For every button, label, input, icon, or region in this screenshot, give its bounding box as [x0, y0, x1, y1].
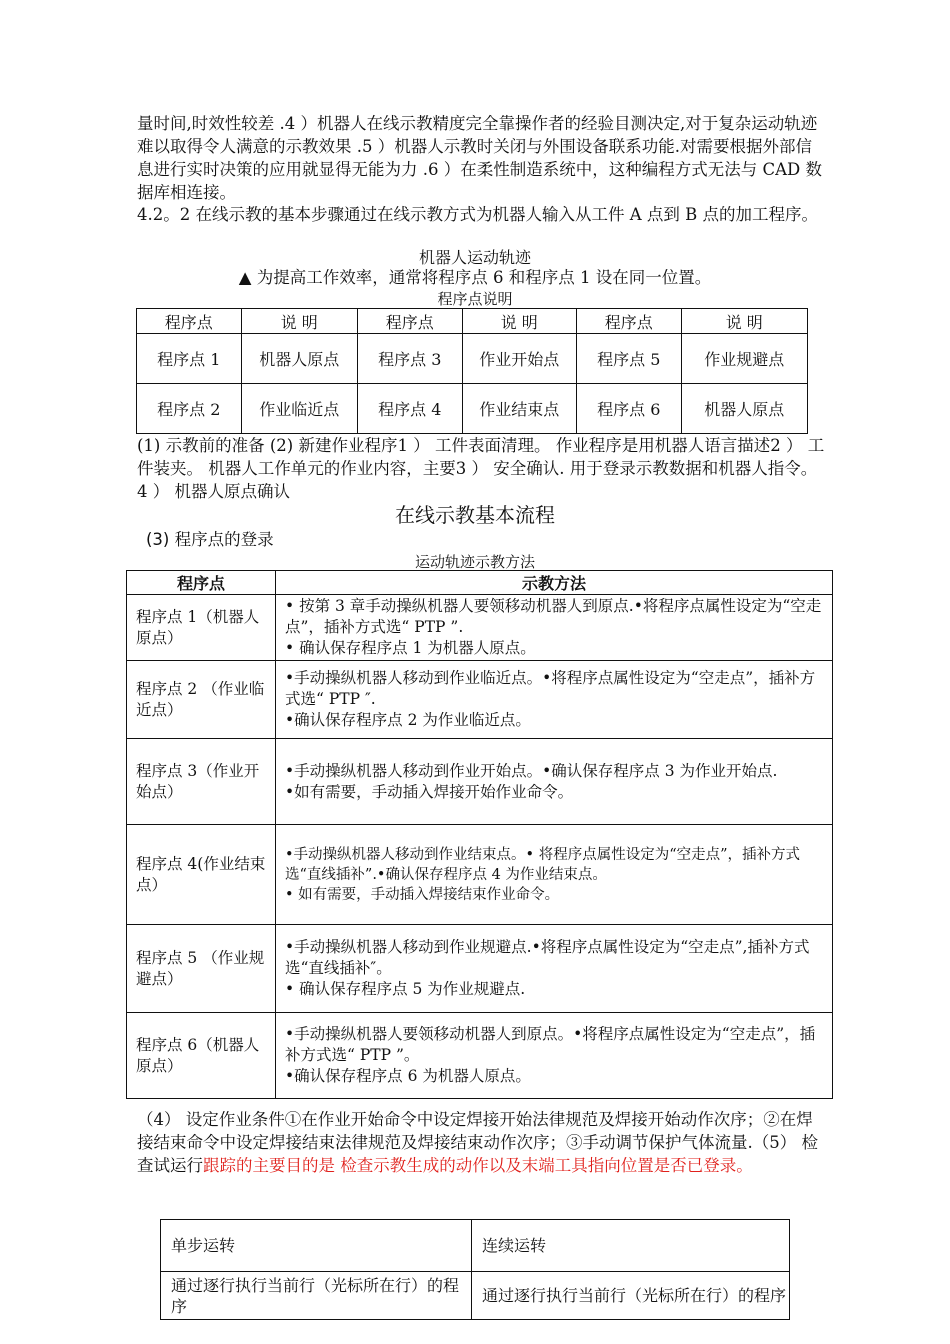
table-cell: 程序点 1 [137, 334, 242, 384]
table-header-row [161, 1220, 790, 1272]
table-cell: 程序点 2 [137, 384, 242, 434]
table-row [137, 334, 808, 384]
table-cell: 作业临近点 [241, 384, 357, 434]
table-cell-method: •手动操纵机器人移动到作业规避点.•将程序点属性设定为“空走点”,插补方式选“直线插补″。 • 确认保存程序点 5 为作业规避点. [276, 925, 833, 1013]
table-cell-point: 程序点 1（机器人原点） [127, 595, 276, 661]
header-cell: 程序点 [137, 309, 242, 334]
teaching-method-table [126, 570, 833, 1099]
table-row [127, 925, 833, 1013]
header-cell: 说 明 [241, 309, 357, 334]
header-cell: 说 明 [681, 309, 807, 334]
table-cell-point: 程序点 5 （作业规避点） [127, 925, 276, 1013]
table-cell: 程序点 6 [577, 384, 682, 434]
table-cell-point: 程序点 3（作业开始点） [127, 739, 276, 825]
program-points-table [136, 308, 808, 434]
work-conditions-text: （4） 设定作业条件①在作业开始命令中设定焊接开始法律规范及焊接开始动作次序；②在焊接结束命令中设定焊接结束法律规范及焊接结束动作次序；③手动调节保护气体流量.（5） 检查试运行 [137, 1110, 818, 1175]
step-intro-paragraph: 4.2。2 在线示教的基本步骤通过在线示教方式为机器人输入从工件 A 点到 B 点的加工程序。 [137, 205, 819, 224]
tracking-purpose-text: 跟踪的主要目的是 检查示教生成的动作以及末端工具指向位置是否已登录。 [203, 1156, 753, 1175]
flow-heading: 在线示教基本流程 [395, 503, 555, 527]
header-cell: 程序点 [127, 571, 276, 595]
position-note: ▲ 为提高工作效率，通常将程序点 6 和程序点 1 设在同一位置。 [238, 268, 712, 287]
trajectory-caption: 机器人运动轨迹 [418, 248, 531, 267]
table-cell-point: 程序点 2 （作业临近点） [127, 661, 276, 739]
points-caption: 程序点说明 [437, 290, 513, 308]
work-conditions-paragraph [137, 1108, 825, 1177]
method-caption: 运动轨迹示教方法 [414, 553, 535, 571]
table-cell: 机器人原点 [681, 384, 807, 434]
table-row [127, 1013, 833, 1099]
table-cell: 通过逐行执行当前行（光标所在行）的程序 [472, 1272, 790, 1320]
table-cell: 机器人原点 [241, 334, 357, 384]
table-cell: 程序点 4 [358, 384, 463, 434]
table-row [127, 739, 833, 825]
header-cell: 程序点 [358, 309, 463, 334]
table-row [127, 825, 833, 925]
header-cell: 单步运转 [161, 1220, 472, 1272]
table-cell: 通过逐行执行当前行（光标所在行）的程序 [161, 1272, 472, 1320]
table-cell-point: 程序点 6（机器人原点） [127, 1013, 276, 1099]
table-row [127, 661, 833, 739]
header-cell: 连续运转 [472, 1220, 790, 1272]
table-cell-method: •手动操纵机器人移动到作业临近点。•将程序点属性设定为“空走点”，插补方式选“ PTP ″. •确认保存程序点 2 为作业临近点。 [276, 661, 833, 739]
table-row [127, 595, 833, 661]
table-cell: 作业结束点 [462, 384, 576, 434]
table-cell-method: •手动操纵机器人移动到作业开始点。•确认保存程序点 3 为作业开始点. •如有需要，手动插入焊接开始作业命令。 [276, 739, 833, 825]
header-cell: 示教方法 [276, 571, 833, 595]
table-cell-method: •手动操纵机器人要领移动机器人到原点。•将程序点属性设定为“空走点”，插补方式选“ PTP ”。 •确认保存程序点 6 为机器人原点。 [276, 1013, 833, 1099]
table-cell-method: • 按第 3 章手动操纵机器人要领移动机器人到原点.•将程序点属性设定为“空走点”，插补方式选“ PTP ”. • 确认保存程序点 1 为机器人原点。 [276, 595, 833, 661]
table-header-row [127, 571, 833, 595]
header-cell: 说 明 [462, 309, 576, 334]
table-cell-point: 程序点 4(作业结束点） [127, 825, 276, 925]
table-cell: 程序点 5 [577, 334, 682, 384]
subheading-program-point-registration: (3) 程序点的登录 [146, 530, 274, 549]
table-header-row [137, 309, 808, 334]
table-cell-method: •手动操纵机器人移动到作业结束点。• 将程序点属性设定为“空走点”，插补方式选“直线插补”.•确认保存程序点 4 为作业结束点。 • 如有需要，手动插入焊接结束作业命令。 [276, 825, 833, 925]
table-cell: 作业规避点 [681, 334, 807, 384]
table-cell: 程序点 3 [358, 334, 463, 384]
preparation-steps-paragraph: (1) 示教前的准备 (2) 新建作业程序1 ） 工件表面清理。 作业程序是用机器人语言描述2 ） 工件装夹。 机器人工作单元的作业内容，主要3 ） 安全确认. 用于登录示教数据和机器人指令。4 ） 机器人原点确认 [137, 436, 825, 501]
table-cell: 作业开始点 [462, 334, 576, 384]
header-cell: 程序点 [577, 309, 682, 334]
intro-paragraph: 量时间,时效性较差 .4 ）机器人在线示教精度完全靠操作者的经验目测决定,对于复杂运动轨迹难以取得令人满意的示教效果 .5 ）机器人示教时关闭与外围设备联系功能.对需要根据外部信息进行实时决策的应用就显得无能为力 .6 ）在柔性制造系统中，这种编程方式无法与 CAD 数据库相连接。 [137, 114, 822, 202]
run-mode-table [160, 1219, 790, 1320]
table-row [161, 1272, 790, 1320]
table-row [137, 384, 808, 434]
